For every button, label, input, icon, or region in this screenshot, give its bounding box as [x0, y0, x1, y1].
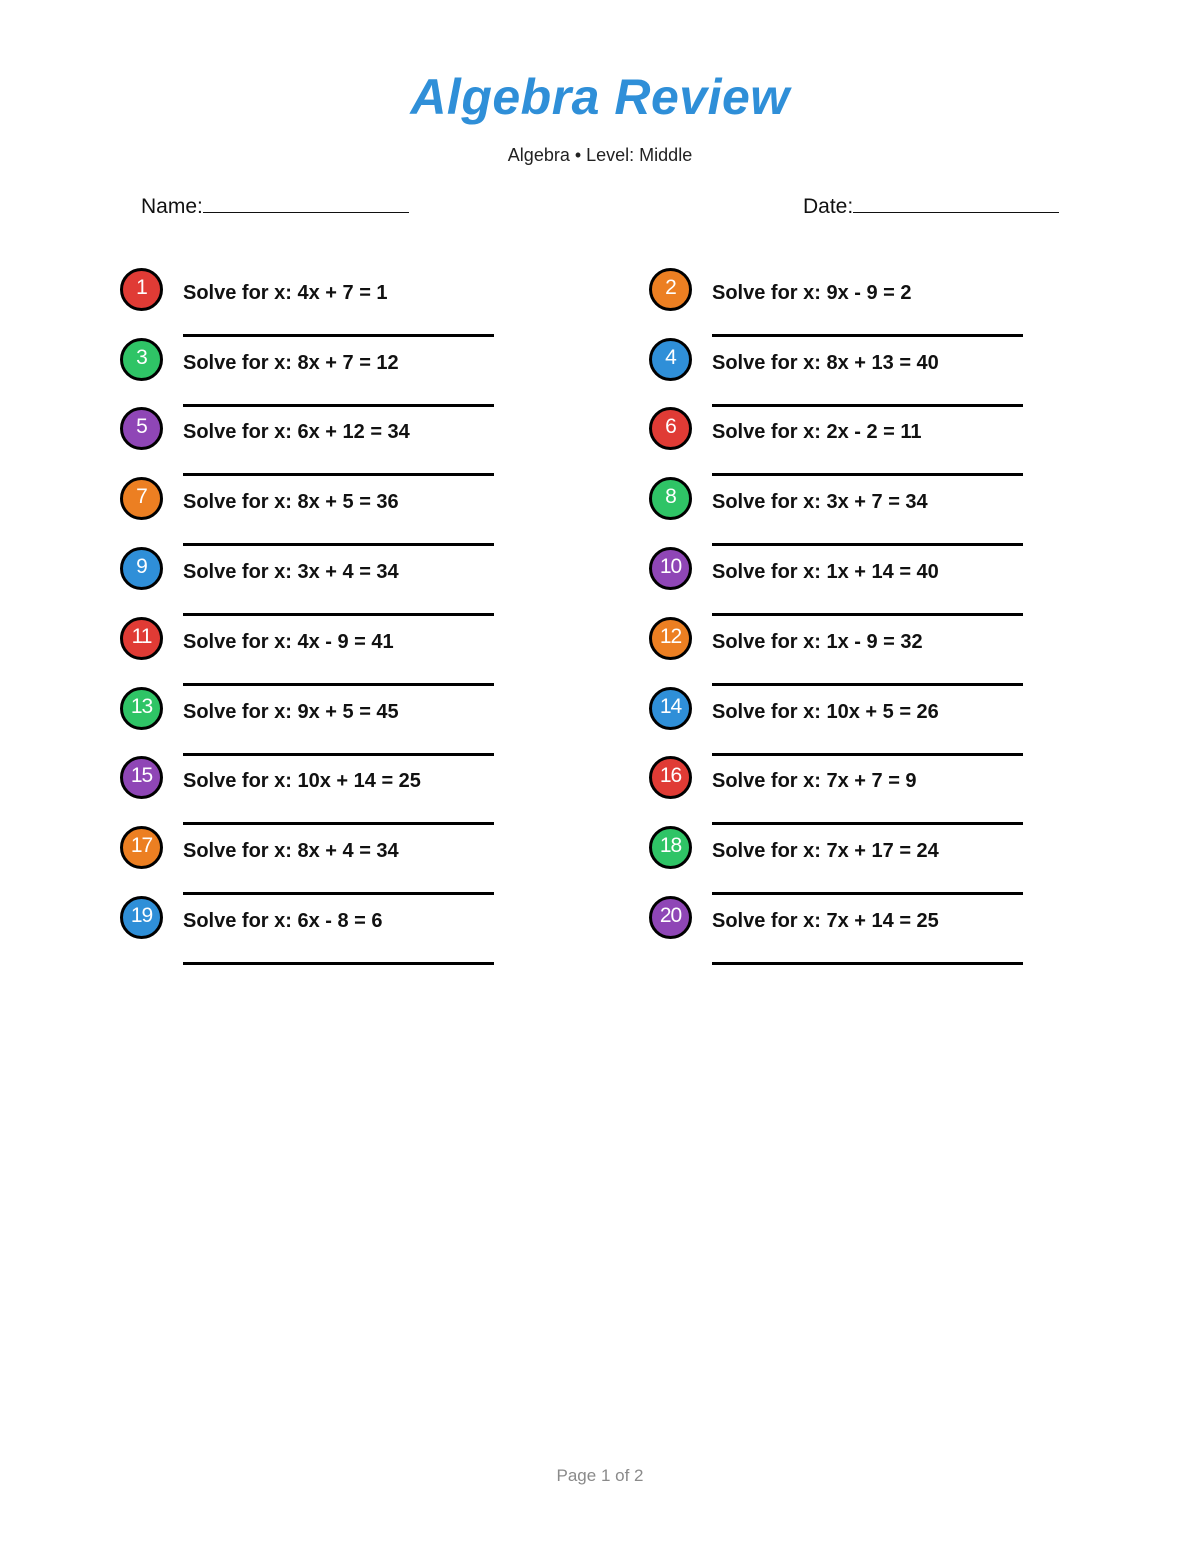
problem-number-badge: 16 — [649, 756, 692, 799]
answer-line[interactable] — [712, 822, 1023, 825]
problem-item — [649, 756, 1069, 826]
problem-item — [649, 617, 1069, 687]
problem-question: Solve for x: 1x + 14 = 40 — [712, 561, 939, 583]
problem-number-badge: 5 — [120, 407, 163, 450]
problem-question: Solve for x: 10x + 5 = 26 — [712, 701, 939, 723]
problem-item — [649, 896, 1069, 966]
answer-line[interactable] — [712, 334, 1023, 337]
answer-line[interactable] — [712, 962, 1023, 965]
problem-number-badge: 9 — [120, 547, 163, 590]
answer-line[interactable] — [183, 334, 494, 337]
problem-number-badge: 10 — [649, 547, 692, 590]
answer-line[interactable] — [183, 962, 494, 965]
problem-number-badge: 13 — [120, 687, 163, 730]
problem-question: Solve for x: 7x + 17 = 24 — [712, 840, 939, 862]
worksheet-title: Algebra Review — [410, 69, 790, 125]
problem-item — [649, 338, 1069, 408]
problem-number-badge: 7 — [120, 477, 163, 520]
problem-number-badge: 1 — [120, 268, 163, 311]
answer-line[interactable] — [183, 822, 494, 825]
problem-number-badge: 2 — [649, 268, 692, 311]
answer-line[interactable] — [712, 543, 1023, 546]
date-label: Date: — [803, 195, 854, 218]
problem-number-badge: 6 — [649, 407, 692, 450]
problem-question: Solve for x: 9x - 9 = 2 — [712, 282, 912, 304]
problem-number-badge: 20 — [649, 896, 692, 939]
name-field[interactable] — [141, 192, 409, 219]
answer-line[interactable] — [712, 473, 1023, 476]
answer-line[interactable] — [712, 892, 1023, 895]
problem-question: Solve for x: 6x + 12 = 34 — [183, 421, 410, 443]
problem-number-badge: 12 — [649, 617, 692, 660]
problem-number-badge: 14 — [649, 687, 692, 730]
problem-question: Solve for x: 8x + 7 = 12 — [183, 352, 399, 374]
problem-question: Solve for x: 7x + 14 = 25 — [712, 910, 939, 932]
problem-item — [120, 477, 540, 547]
problem-item — [120, 268, 540, 338]
problem-item — [120, 826, 540, 896]
problem-number-badge: 18 — [649, 826, 692, 869]
answer-line[interactable] — [183, 892, 494, 895]
problem-number-badge: 4 — [649, 338, 692, 381]
problem-question: Solve for x: 9x + 5 = 45 — [183, 701, 399, 723]
problem-item — [649, 687, 1069, 757]
problem-question: Solve for x: 1x - 9 = 32 — [712, 631, 923, 653]
answer-line[interactable] — [712, 683, 1023, 686]
worksheet-subtitle: Algebra • Level: Middle — [507, 145, 693, 165]
problem-item — [120, 407, 540, 477]
answer-line[interactable] — [183, 473, 494, 476]
problem-item — [120, 896, 540, 966]
problem-question: Solve for x: 4x + 7 = 1 — [183, 282, 388, 304]
problem-number-badge: 3 — [120, 338, 163, 381]
problem-number-badge: 19 — [120, 896, 163, 939]
problem-item — [649, 407, 1069, 477]
problem-number-badge: 11 — [120, 617, 163, 660]
date-field[interactable] — [803, 192, 1059, 219]
problem-question: Solve for x: 3x + 7 = 34 — [712, 491, 928, 513]
problem-item — [120, 756, 540, 826]
problem-number-badge: 8 — [649, 477, 692, 520]
answer-line[interactable] — [183, 543, 494, 546]
page-number: Page 1 of 2 — [556, 1466, 644, 1485]
problem-number-badge: 15 — [120, 756, 163, 799]
problem-item — [120, 617, 540, 687]
problem-item — [649, 268, 1069, 338]
problem-question: Solve for x: 4x - 9 = 41 — [183, 631, 394, 653]
date-blank[interactable] — [853, 192, 1059, 213]
problem-item — [120, 687, 540, 757]
answer-line[interactable] — [183, 683, 494, 686]
problem-question: Solve for x: 8x + 5 = 36 — [183, 491, 399, 513]
problem-item — [649, 547, 1069, 617]
name-label: Name: — [141, 195, 203, 218]
problem-question: Solve for x: 8x + 13 = 40 — [712, 352, 939, 374]
problem-question: Solve for x: 3x + 4 = 34 — [183, 561, 399, 583]
problem-question: Solve for x: 6x - 8 = 6 — [183, 910, 383, 932]
problem-question: Solve for x: 10x + 14 = 25 — [183, 770, 421, 792]
problem-question: Solve for x: 8x + 4 = 34 — [183, 840, 399, 862]
problem-item — [649, 477, 1069, 547]
problem-number-badge: 17 — [120, 826, 163, 869]
problem-question: Solve for x: 7x + 7 = 9 — [712, 770, 917, 792]
problem-item — [120, 338, 540, 408]
problem-item — [120, 547, 540, 617]
problem-item — [649, 826, 1069, 896]
answer-line[interactable] — [712, 613, 1023, 616]
problem-question: Solve for x: 2x - 2 = 11 — [712, 421, 922, 443]
name-blank[interactable] — [203, 192, 409, 213]
answer-line[interactable] — [183, 613, 494, 616]
